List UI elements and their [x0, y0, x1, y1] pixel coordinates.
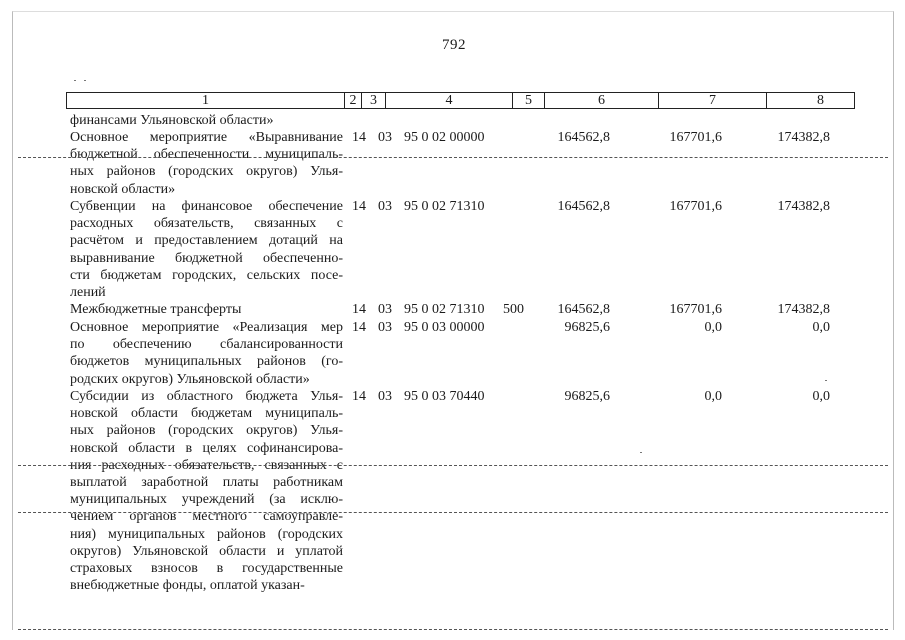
row-name-line: родских округов) Ульяновской области» — [70, 371, 310, 387]
row-name-line: Субсидии из областного бюджета Улья- — [70, 389, 343, 404]
row-name — [70, 301, 343, 318]
scan-speck — [84, 80, 86, 81]
row-name-line: ных районов (городских округов) Улья- — [70, 423, 343, 439]
header-col-5: 5 — [513, 93, 545, 109]
row-cell-c4: 95 0 02 71310 — [404, 302, 485, 317]
row-cell-c3: 03 — [378, 320, 392, 335]
header-col-2: 2 — [345, 93, 362, 109]
row-name — [70, 319, 343, 388]
row-cell-c7: 0,0 — [704, 320, 722, 335]
row-cell-c8: 174382,8 — [777, 199, 830, 214]
row-cell-c6: 96825,6 — [564, 389, 610, 404]
scan-line — [18, 512, 888, 513]
row-cell-c8: 0,0 — [812, 320, 830, 335]
row-cell-c2: 14 — [352, 320, 366, 335]
scan-line — [18, 465, 888, 466]
row-cell-c7: 0,0 — [704, 389, 722, 404]
row-cell-c3: 03 — [378, 199, 392, 214]
row-cell-c4: 95 0 03 00000 — [404, 320, 485, 335]
scan-line — [18, 157, 888, 158]
page-number: 792 — [442, 37, 466, 53]
row-name-line: новской области» — [70, 181, 176, 197]
row-cell-c7: 167701,6 — [669, 130, 722, 145]
row-cell-c6: 164562,8 — [557, 302, 610, 317]
row-cell-c7: 167701,6 — [669, 302, 722, 317]
row-cell-c6: 164562,8 — [557, 199, 610, 214]
header-col-6: 6 — [545, 93, 659, 109]
scan-line — [18, 629, 888, 630]
header-col-4: 4 — [386, 93, 513, 109]
row-name-line: Основное мероприятие «Реализация мер — [70, 320, 343, 335]
scan-speck — [74, 80, 76, 81]
row-cell-c2: 14 — [352, 199, 366, 214]
row-cell-c6: 96825,6 — [564, 320, 610, 335]
row-name-line: страховых взносов в государственные — [70, 561, 343, 577]
row-name-line: бюджетной обеспеченности муниципаль- — [70, 147, 343, 163]
row-name-line: сти бюджетам городских, сельских посе- — [70, 267, 343, 283]
row-name-line: по обеспечению сбалансированности — [70, 337, 343, 353]
row-name-line: бюджетов муниципальных районов (го- — [70, 354, 343, 370]
row-name — [70, 129, 343, 198]
row-name-line: новской области в целях софинансирова- — [70, 440, 343, 456]
row-name-line: Субвенции на финансовое обеспечение — [70, 199, 343, 214]
row-name-line: расчётом и предоставлением дотаций на — [70, 233, 343, 249]
row-cell-c3: 03 — [378, 130, 392, 145]
row-name-line: расходных обязательств, связанных с — [70, 216, 343, 232]
row-name — [70, 198, 343, 301]
row-name-line: Основное мероприятие «Выравнивание — [70, 130, 343, 145]
row-cell-c3: 03 — [378, 389, 392, 404]
row-cell-c8: 174382,8 — [777, 302, 830, 317]
row-name-line: внебюджетные фонды, оплатой указан- — [70, 578, 305, 594]
row-cell-c4: 95 0 02 00000 — [404, 130, 485, 145]
scan-speck — [825, 380, 827, 381]
header-col-1: 1 — [67, 93, 345, 109]
header-col-3: 3 — [362, 93, 386, 109]
row-cell-c5: 500 — [503, 302, 524, 317]
row-name-line: ния расходных обязательств, связанных с — [70, 457, 343, 473]
row-name-line: ных районов (городских округов) Улья- — [70, 164, 343, 180]
row-cell-c4: 95 0 02 71310 — [404, 199, 485, 214]
header-col-7: 7 — [659, 93, 767, 109]
row-name-line: чением органов местного самоуправле- — [70, 509, 343, 525]
row-cell-c6: 164562,8 — [557, 130, 610, 145]
row-name-line: новской области бюджетам муниципаль- — [70, 406, 343, 422]
header-col-8: 8 — [817, 93, 824, 108]
row-cell-c7: 167701,6 — [669, 199, 722, 214]
row-name-line: выравнивание бюджетной обеспеченно- — [70, 250, 343, 266]
row-cell-c8: 0,0 — [812, 389, 830, 404]
scan-speck — [640, 452, 642, 453]
row-cell-c2: 14 — [352, 389, 366, 404]
row-name-line: выплатой заработной платы работникам — [70, 475, 343, 491]
row-cell-c2: 14 — [352, 130, 366, 145]
row-cell-c3: 03 — [378, 302, 392, 317]
row-name-line: лений — [70, 285, 106, 301]
row-name — [70, 388, 343, 594]
row-cell-c2: 14 — [352, 302, 366, 317]
row-name-line: финансами Ульяновской области» — [70, 113, 274, 128]
row-name-line: Межбюджетные трансферты — [70, 302, 242, 317]
row-name-line: округов) Ульяновской области и уплатой — [70, 543, 343, 559]
row-name-line: ния) муниципальных районов (городских — [70, 526, 343, 542]
row-cell-c4: 95 0 03 70440 — [404, 389, 485, 404]
row-cell-c8: 174382,8 — [777, 130, 830, 145]
row-name — [70, 112, 343, 129]
row-name-line: муниципальных учреждений (за исклю- — [70, 492, 343, 508]
